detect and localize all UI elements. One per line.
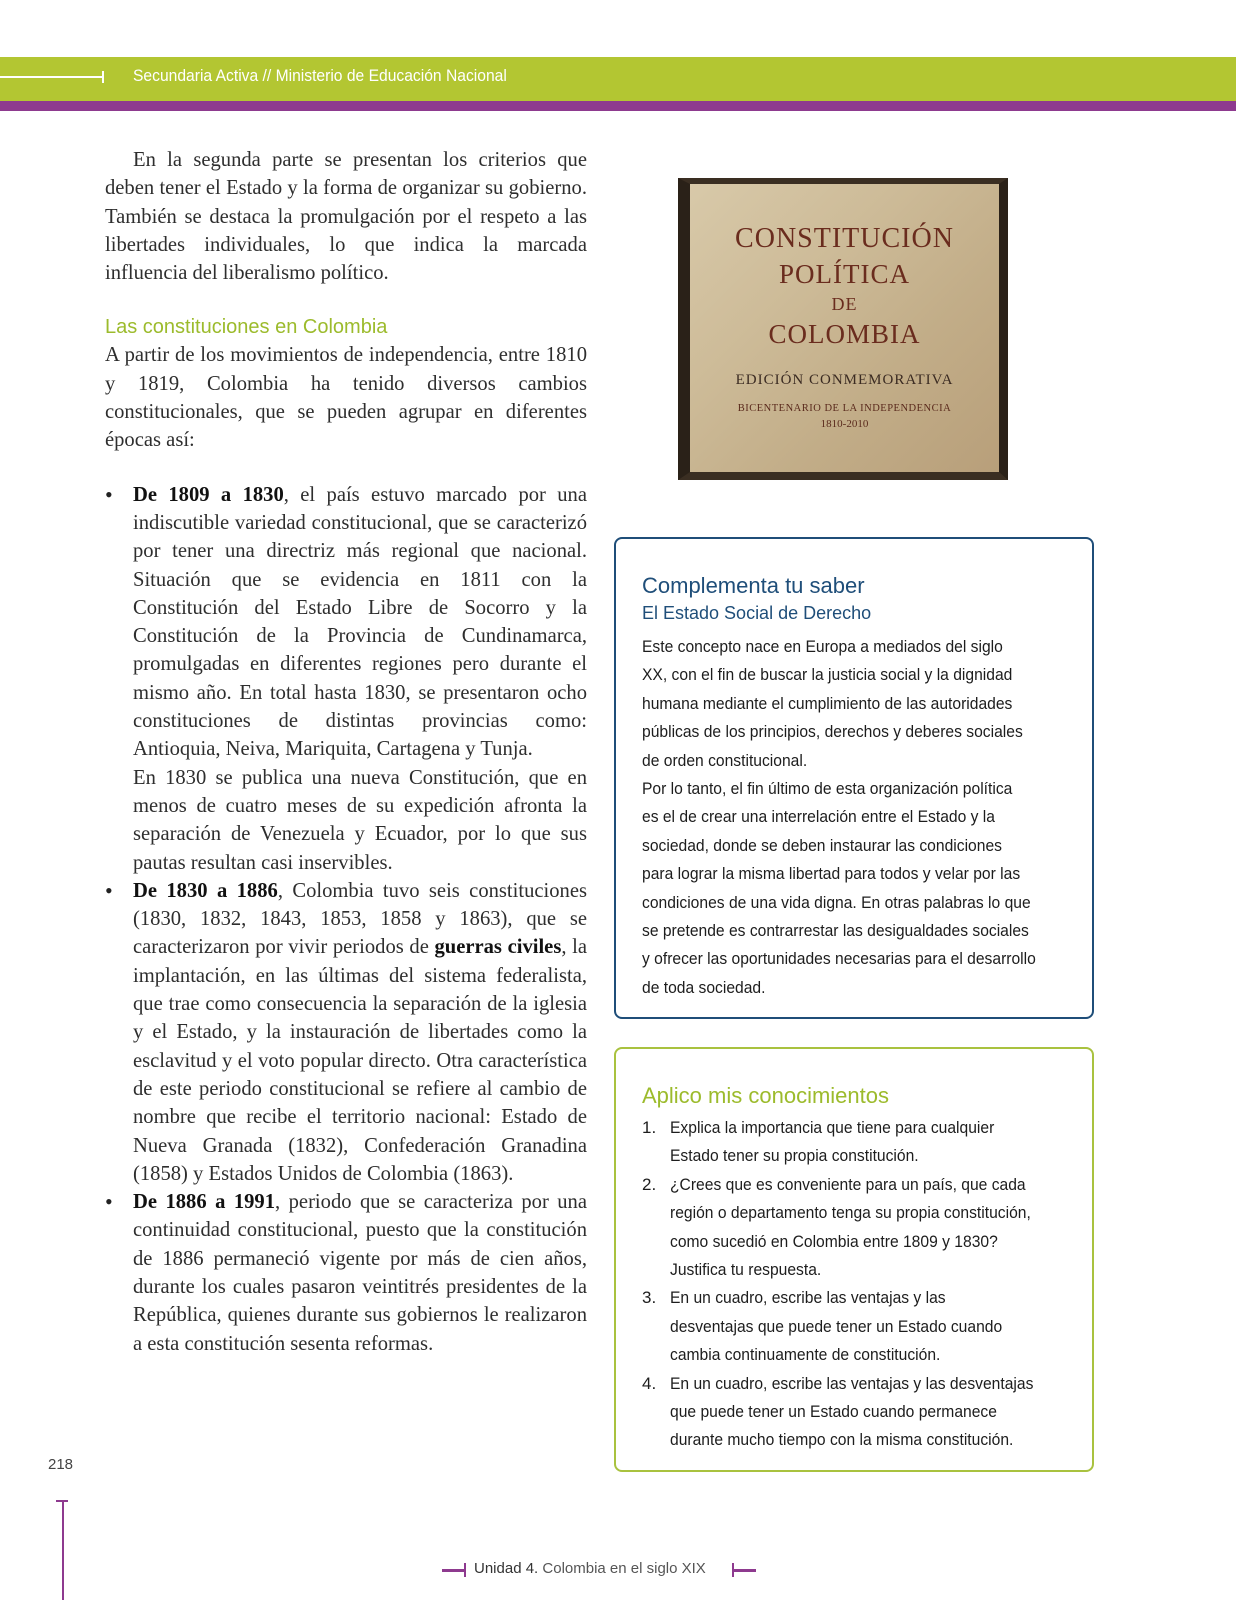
activity-item	[642, 1370, 1082, 1455]
header-tick	[102, 71, 104, 83]
period-emphasis: guerras civiles	[434, 936, 562, 959]
text-line: Este concepto nace en Europa a mediados del siglo	[642, 637, 1003, 656]
text-line: ¿Crees que es conveniente para un país, que cada	[670, 1174, 1026, 1194]
text-line: desventajas que puede tener un Estado cuando	[670, 1316, 1003, 1336]
text-line: para lograr la misma libertad para todos y velar por las	[642, 864, 1021, 884]
footer-rule	[732, 1569, 756, 1572]
section-intro: A partir de los movimientos de independencia, entre 1810 y 1819, Colombia ha tenido diversos cambios constitucionales, que se pueden agrupar en diferentes épocas así:	[105, 344, 587, 452]
text-line: región o departamento tenga su propia constitución,	[670, 1203, 1031, 1223]
main-text-column	[105, 146, 587, 1358]
text-line: como sucedió en Colombia entre 1809 y 1830?	[670, 1231, 998, 1251]
aplico-box	[614, 1047, 1094, 1472]
text-line: Explica la importancia que tiene para cualquier	[670, 1118, 995, 1137]
footer-tick	[464, 1563, 466, 1577]
cover-years: 1810-2010	[820, 418, 869, 430]
complementa-paragraph	[642, 633, 1082, 775]
period-extra: En 1830 se publica una nueva Constitución, que en menos de cuatro meses de su expedición afronta la separación de Venezuela y Ecuador, por lo que sus pautas resultan casi inservibles.	[133, 766, 587, 874]
text-line: es el de crear una interrelación entre el Estado y la	[642, 807, 995, 827]
text-line: cambia continuamente de constitución.	[670, 1345, 941, 1365]
activity-item	[642, 1114, 1082, 1171]
period-lead: De 1886 a 1991	[133, 1191, 276, 1214]
page-number: 218	[48, 1456, 74, 1473]
text-line: En un cuadro, escribe las ventajas y las desventajas	[670, 1373, 1034, 1393]
section-title: Las constituciones en Colombia	[105, 316, 388, 339]
text-line: humana mediante el cumplimiento de las autoridades	[642, 693, 1013, 713]
activity-list	[642, 1114, 1082, 1455]
text-line: sociedad, donde se deben instaurar las condiciones	[642, 835, 1002, 855]
text-line: públicas de los principios, derechos y deberes sociales	[642, 722, 1023, 742]
text-line: Justifica tu respuesta.	[670, 1260, 822, 1280]
activity-number: 4.	[642, 1373, 657, 1393]
text-line: condiciones de una vida digna. En otras palabras lo que	[642, 892, 1031, 912]
period-text: , Colombia tuvo seis constituciones (1830, 1832, 1843, 1853, 1858 y 1863), que se caracterizaron por vivir periodos de	[133, 879, 587, 959]
complementa-box	[614, 537, 1094, 1019]
text-line: En un cuadro, escribe las ventajas y las	[670, 1288, 946, 1308]
text-line: Por lo tanto, el fin último de esta organización política	[642, 779, 1013, 799]
aplico-title: Aplico mis conocimientos	[642, 1083, 889, 1108]
complementa-paragraph	[642, 775, 1082, 1002]
cover-title-line: CONSTITUCIÓN	[735, 223, 954, 254]
period-text: , el país estuvo marcado por una indiscutible variedad constitucional, que se caracterizó por tener una directriz más regional que nacional. Situación que se evidencia en 1811 con la Constitución del Estado Libre de Socorro y la Constitución de la Provincia de Cundinamarca, promulgadas en diferentes regiones pero durante el mismo año. En total hasta 1830, se presentaron ocho constituciones de distintas provincias como: Antioquia, Neiva, Mariquita, Cartagena y Tunja.	[133, 483, 587, 761]
period-list	[105, 481, 587, 1358]
footer-unit-title: Colombia en el siglo XIX	[542, 1560, 706, 1577]
list-item	[105, 481, 587, 877]
header-rule	[0, 76, 104, 78]
list-item	[105, 877, 587, 1188]
complementa-subtitle: El Estado Social de Derecho	[642, 603, 872, 623]
list-item	[105, 1188, 587, 1358]
cover-subtitle: BICENTENARIO DE LA INDEPENDENCIA	[737, 403, 952, 414]
period-lead: De 1830 a 1886	[133, 879, 278, 902]
cover-title-line: POLÍTICA	[779, 259, 910, 289]
cover-title-line: COLOMBIA	[768, 319, 921, 349]
activity-item	[642, 1284, 1082, 1369]
period-text: , la implantación, en las últimas del sistema federalista, que trae como consecuencia la separación de la iglesia y el Estado, y la instauración de libertades como la esclavitud y el voto popular directo. Otra característica de este periodo constitucional se refiere al cambio de nombre que recibe el territorio nacional: Estado de Nueva Granada (1832), Confederación Granadina (1858) y Estados Unidos de Colombia (1863).	[133, 936, 587, 1185]
activity-number: 2.	[642, 1174, 657, 1194]
footer-rule	[442, 1569, 466, 1572]
text-line: XX, con el fin de buscar la justicia social y la dignidad	[642, 665, 1013, 685]
period-text: , periodo que se caracteriza por una continuidad constitucional, puesto que la constitución de 1886 permaneció vigente por más de cien años, durante los cuales pasaron veintitrés presidentes de la República, quienes durante sus gobiernos le realizaron a esta constitución sesenta reformas.	[133, 1191, 587, 1355]
footer-unit-label: Unidad 4.	[474, 1560, 539, 1577]
text-line: de toda sociedad.	[642, 977, 766, 997]
footer-vertical-line	[62, 1500, 64, 1600]
header-title: Secundaria Activa // Ministerio de Educación Nacional	[133, 66, 507, 85]
text-line: y ofrecer las oportunidades necesarias para el desarrollo	[642, 949, 1036, 969]
activity-number: 1.	[642, 1118, 657, 1137]
activity-number: 3.	[642, 1288, 657, 1308]
text-line: se pretende es contrarrestar las desigualdades sociales	[642, 921, 1029, 941]
text-line: que puede tener un Estado cuando permanece	[670, 1402, 997, 1422]
complementa-title: Complementa tu saber	[642, 573, 865, 598]
period-lead: De 1809 a 1830	[133, 483, 284, 506]
footer-unit	[474, 1560, 706, 1577]
text-line: de orden constitucional.	[642, 750, 808, 770]
activity-item	[642, 1171, 1082, 1285]
header-stripe	[0, 101, 1236, 111]
constitution-cover-image	[678, 178, 1008, 480]
cover-edition: EDICIÓN CONMEMORATIVA	[735, 372, 954, 388]
text-line: durante mucho tiempo con la misma constitución.	[670, 1430, 1014, 1450]
intro-paragraph: En la segunda parte se presentan los criterios que deben tener el Estado y la forma de organizar su gobierno. También se destaca la promulgación por el respeto a las libertades individuales, lo que indica la marcada influencia del liberalismo político.	[105, 149, 587, 285]
text-line: Estado tener su propia constitución.	[670, 1146, 919, 1166]
complementa-body	[642, 633, 1082, 1002]
cover-title-line: DE	[831, 294, 858, 314]
